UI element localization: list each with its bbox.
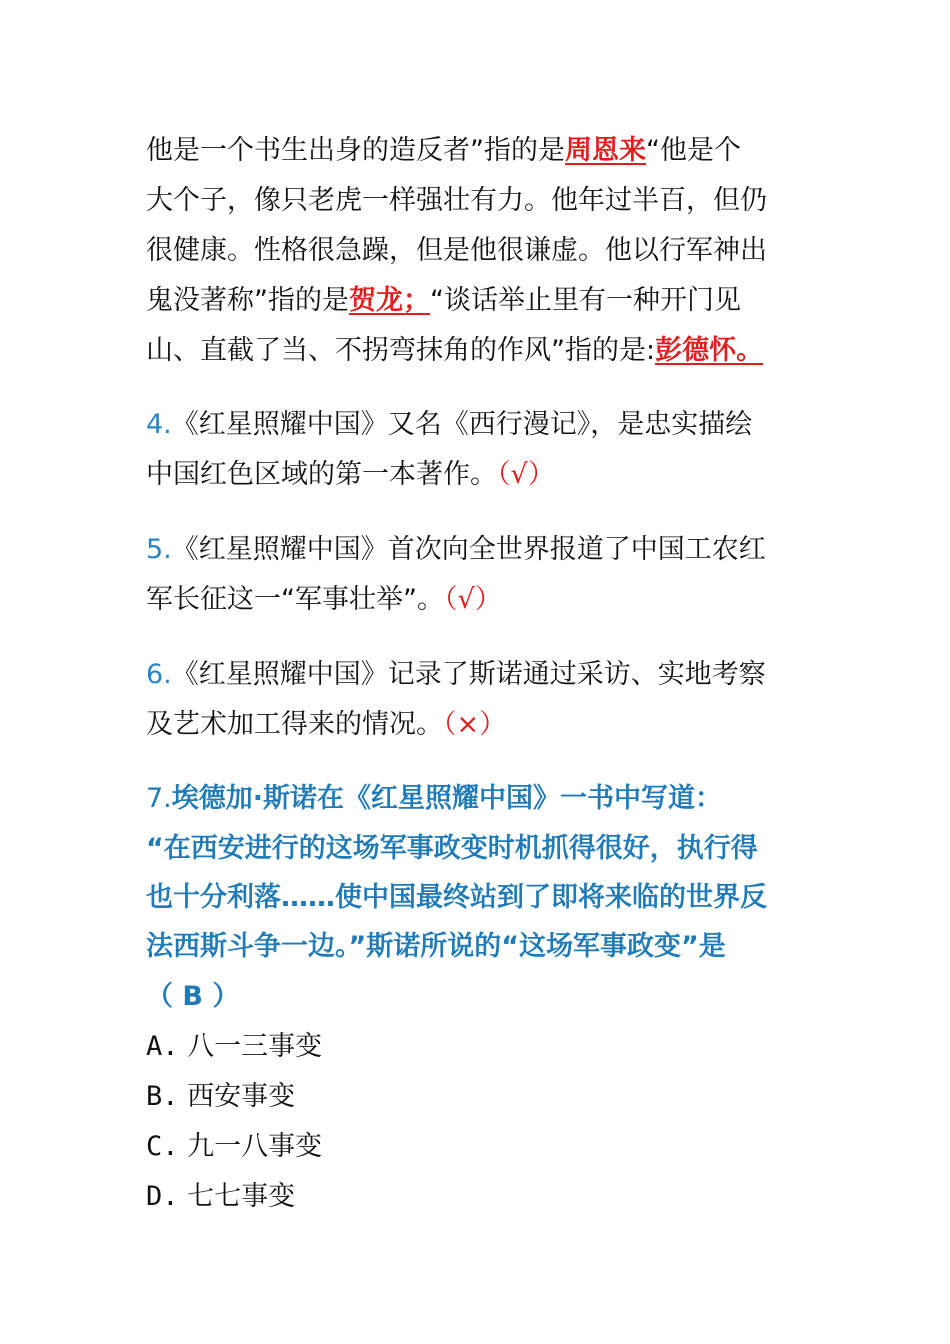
q6-line-2: [146, 705, 506, 745]
option-text: 九一八事变: [187, 1131, 323, 1162]
intro-text: 山、直截了当、不拐弯抹角的作风”指的是:: [146, 335, 656, 366]
question-text: 军长征这一“军事壮举”。: [146, 584, 444, 615]
answer-peng-dehuai: 彭德怀。: [655, 335, 764, 366]
q4-line-2: [146, 455, 555, 495]
q7-line-4: 法西斯斗争一边。”斯诺所说的“这场军事政变”是: [146, 931, 726, 962]
question-text: 《红星照耀中国》记录了斯诺通过采访、实地考察: [171, 659, 766, 690]
answer-he-long: 贺龙；: [349, 285, 430, 316]
option-key: B.: [146, 1081, 179, 1112]
option-text: 西安事变: [187, 1081, 296, 1112]
intro-line-2: 大个子，像只老虎一样强壮有力。他年过半百，但仍: [146, 185, 767, 216]
q7-line-3: 也十分利落……使中国最终站到了即将来临的世界反: [146, 882, 767, 913]
intro-line-5: [146, 331, 763, 371]
question-text: 《红星照耀中国》首次向全世界报道了中国工农红: [171, 534, 766, 565]
option-key: A.: [146, 1031, 179, 1062]
question-text: 埃德加·斯诺在《红星照耀中国》一书中写道：: [171, 783, 723, 814]
option-b: [146, 1077, 295, 1117]
q7-answer: （ B ）: [146, 981, 240, 1012]
intro-text: “他是个: [646, 135, 741, 166]
option-text: 八一三事变: [187, 1031, 323, 1062]
question-number: 7.: [146, 783, 172, 814]
question-number: 4.: [146, 409, 172, 440]
question-number: 6.: [146, 659, 172, 690]
option-key: C.: [146, 1131, 179, 1162]
intro-line-4: [146, 281, 741, 321]
answer-zhou-enlai: 周恩来: [565, 135, 646, 166]
intro-line-1: [146, 131, 741, 171]
question-number: 5.: [146, 534, 172, 565]
option-key: D.: [146, 1181, 179, 1212]
answer-mark: （√）: [497, 459, 555, 490]
intro-text: “谈话举止里有一种开门见: [430, 285, 741, 316]
question-text: 中国红色区域的第一本著作。: [146, 459, 497, 490]
answer-mark: （×）: [443, 709, 507, 740]
question-text: 《红星照耀中国》又名《西行漫记》，是忠实描绘: [171, 409, 753, 440]
option-c: [146, 1127, 322, 1167]
intro-text: 他是一个书生出身的造反者”指的是: [146, 135, 565, 166]
q7-line-1: [146, 779, 722, 819]
answer-mark: （√）: [443, 584, 502, 615]
question-text: 及艺术加工得来的情况。: [146, 709, 443, 740]
q6-line-1: [146, 655, 766, 695]
intro-line-3: 很健康。性格很急躁，但是他很谦虚。他以行军神出: [146, 235, 767, 266]
option-a: [146, 1027, 322, 1067]
q5-line-1: [146, 530, 766, 570]
q7-line-2: “在西安进行的这场军事政变时机抓得很好，执行得: [146, 833, 758, 864]
q4-line-1: [146, 405, 752, 445]
q5-line-2: [146, 580, 502, 620]
intro-text: 鬼没著称”指的是: [146, 285, 349, 316]
option-text: 七七事变: [187, 1181, 296, 1212]
option-d: [146, 1177, 295, 1217]
